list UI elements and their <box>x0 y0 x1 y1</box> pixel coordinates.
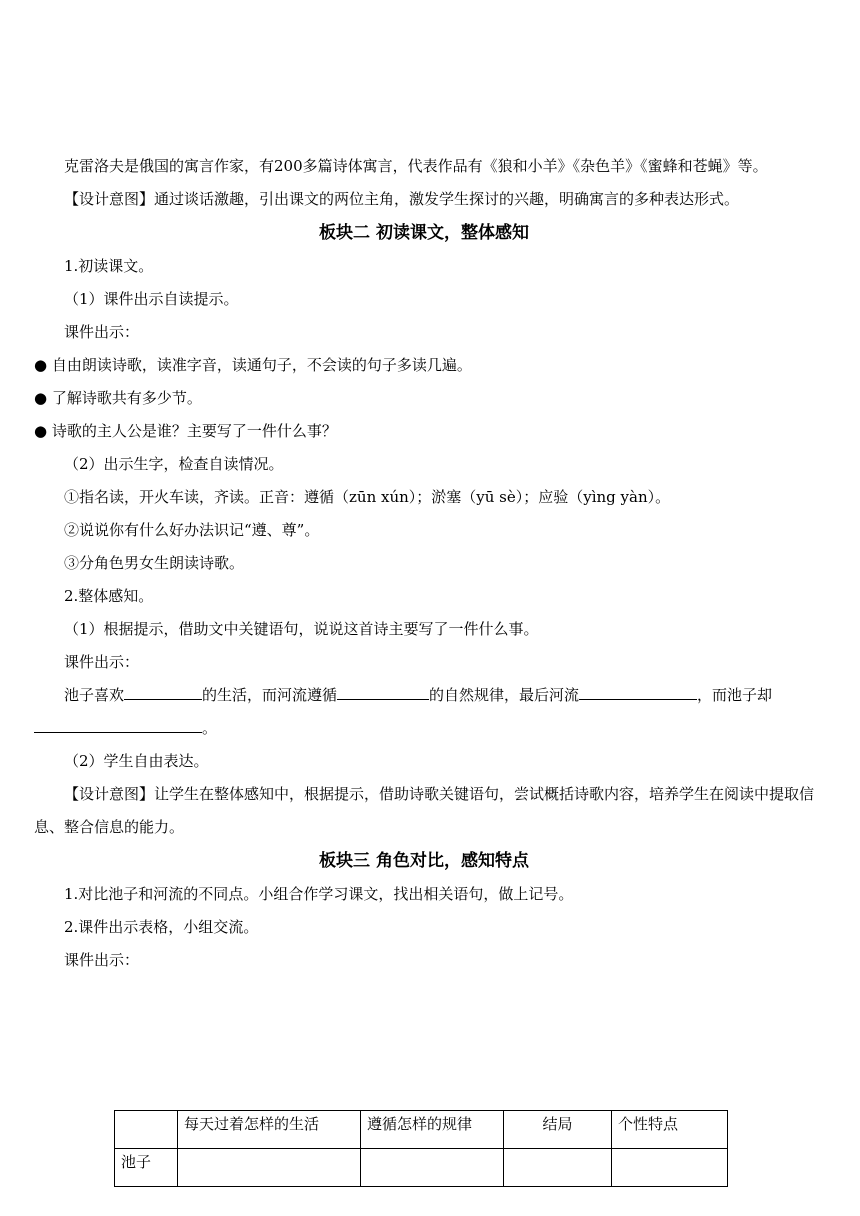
table-header-row <box>115 1111 728 1149</box>
s2-line-4: （2）出示生字，检查自读情况。 <box>64 455 284 473</box>
s2-line-11: （2）学生自由表达。 <box>64 752 209 770</box>
s2-line-1: 1.初读课文。 <box>64 257 154 275</box>
fill-text-3: 的自然规律，最后河流 <box>429 686 580 704</box>
s2-line-6: ②说说你有什么好办法识记“遵、尊”。 <box>64 521 320 539</box>
section3-heading: 板块三 角色对比，感知特点 <box>319 851 529 871</box>
fill-text-4: ，而池子却 <box>697 686 773 704</box>
s3-line-1: 1.对比池子和河流的不同点。小组合作学习课文，找出相关语句，做上记号。 <box>64 885 574 903</box>
s2-line-10: 课件出示： <box>64 653 140 671</box>
table-cell[interactable] <box>178 1149 361 1187</box>
fill-blank-2[interactable] <box>337 684 429 700</box>
fill-in-sentence <box>34 679 814 745</box>
s2-line-2: （1）课件出示自读提示。 <box>64 290 239 308</box>
table-header-cell: 遵循怎样的规律 <box>361 1111 504 1149</box>
fill-blank-4[interactable] <box>34 717 202 733</box>
s3-line-3: 课件出示： <box>64 951 140 969</box>
s2-line-5: ①指名读，开火车读，齐读。正音：遵循（zūn xún）；淤塞（yū sè）；应验（yìng yàn）。 <box>64 488 671 506</box>
table-row <box>115 1149 728 1187</box>
table-header-cell: 个性特点 <box>612 1111 728 1149</box>
comparison-table <box>114 1110 728 1187</box>
fill-text-1: 池子喜欢 <box>64 686 125 704</box>
s2-line-3: 课件出示： <box>64 323 140 341</box>
document-body <box>34 150 814 977</box>
s2-line-7: ③分角色男女生朗读诗歌。 <box>64 554 245 572</box>
section2-heading: 板块二 初读课文，整体感知 <box>319 223 529 243</box>
table-header-cell: 结局 <box>504 1111 612 1149</box>
bullet-1: ● 自由朗读诗歌，读准字音，读通句子，不会读的句子多读几遍。 <box>34 356 472 374</box>
table-header-cell <box>115 1111 178 1149</box>
s2-line-8: 2.整体感知。 <box>64 587 154 605</box>
bullet-3: ● 诗歌的主人公是谁？主要写了一件什么事？ <box>34 422 337 440</box>
design-intent-1: 【设计意图】通过谈话激趣，引出课文的两位主角，激发学生探讨的兴趣，明确寓言的多种表达形式。 <box>64 190 740 208</box>
s3-line-2: 2.课件出示表格，小组交流。 <box>64 918 259 936</box>
fill-blank-1[interactable] <box>124 684 202 700</box>
table-cell[interactable] <box>361 1149 504 1187</box>
table-row-label: 池子 <box>115 1149 178 1187</box>
fill-text-5: 。 <box>202 719 218 737</box>
table-header-cell: 每天过着怎样的生活 <box>178 1111 361 1149</box>
bullet-2: ● 了解诗歌共有多少节。 <box>34 389 202 407</box>
table-cell[interactable] <box>612 1149 728 1187</box>
fill-text-2: 的生活，而河流遵循 <box>202 686 338 704</box>
s2-line-9: （1）根据提示，借助文中关键语句，说说这首诗主要写了一件什么事。 <box>64 620 539 638</box>
design-intent-2: 【设计意图】让学生在整体感知中，根据提示，借助诗歌关键语句，尝试概括诗歌内容，培养学生在阅读中提取信息、整合信息的能力。 <box>34 785 815 836</box>
intro-paragraph: 克雷洛夫是俄国的寓言作家，有200多篇诗体寓言，代表作品有《狼和小羊》《杂色羊》《蜜蜂和苍蝇》等。 <box>64 157 768 175</box>
table-cell[interactable] <box>504 1149 612 1187</box>
fill-blank-3[interactable] <box>579 684 697 700</box>
